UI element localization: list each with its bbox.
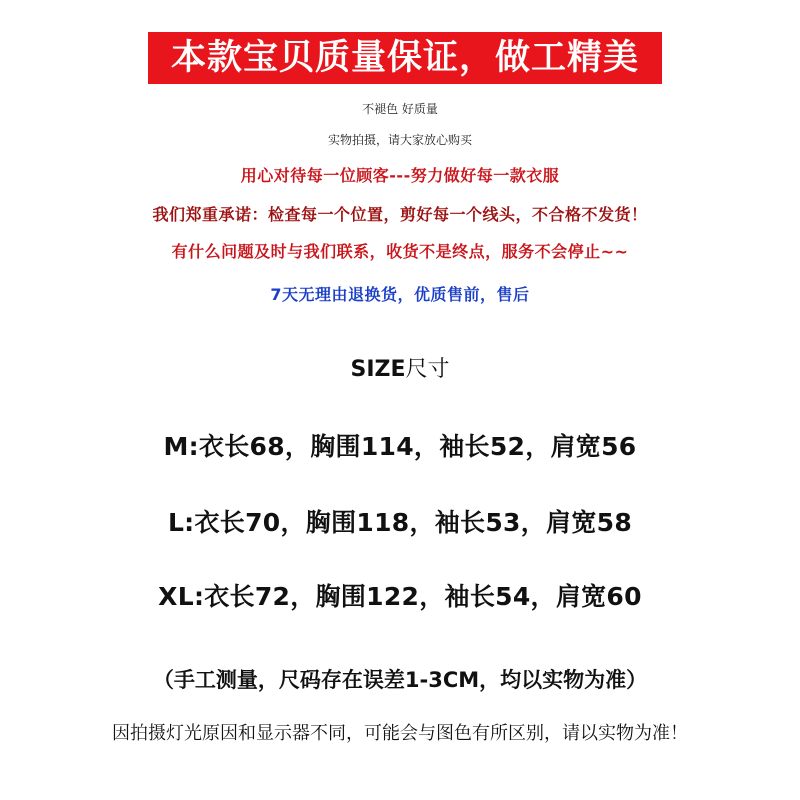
quality-banner: 本款宝贝质量保证，做工精美 [148, 32, 662, 84]
promise-inspection: 我们郑重承诺：检查每一个位置，剪好每一个线头，不合格不发货！ [152, 205, 648, 224]
tagline-real-photo: 实物拍摄，请大家放心购买 [327, 133, 472, 147]
promise-care: 用心对待每一位顾客---努力做好每一款衣服 [240, 166, 560, 185]
tagline-no-fade: 不褪色 好质量 [362, 102, 438, 116]
size-heading-en: SIZE [350, 357, 406, 382]
size-heading-cn: 尺寸 [405, 357, 450, 382]
color-disclaimer: 因拍摄灯光原因和显示器不同，可能会与图色有所区别，请以实物为准！ [112, 723, 688, 744]
measurement-note: （手工测量，尺码存在误差1-3CM，均以实物为准） [152, 668, 648, 692]
size-row-xl: XL:衣长72，胸围122，袖长54，肩宽60 [158, 582, 642, 611]
promise-contact: 有什么问题及时与我们联系，收货不是终点，服务不会停止~~ [171, 242, 629, 261]
size-heading [0, 352, 800, 383]
size-row-l: L:衣长70，胸围118，袖长53，肩宽58 [167, 508, 633, 537]
promise-returns: 7天无理由退换货，优质售前，售后 [270, 285, 530, 304]
size-row-m: M:衣长68，胸围114，袖长52，肩宽56 [163, 432, 637, 461]
